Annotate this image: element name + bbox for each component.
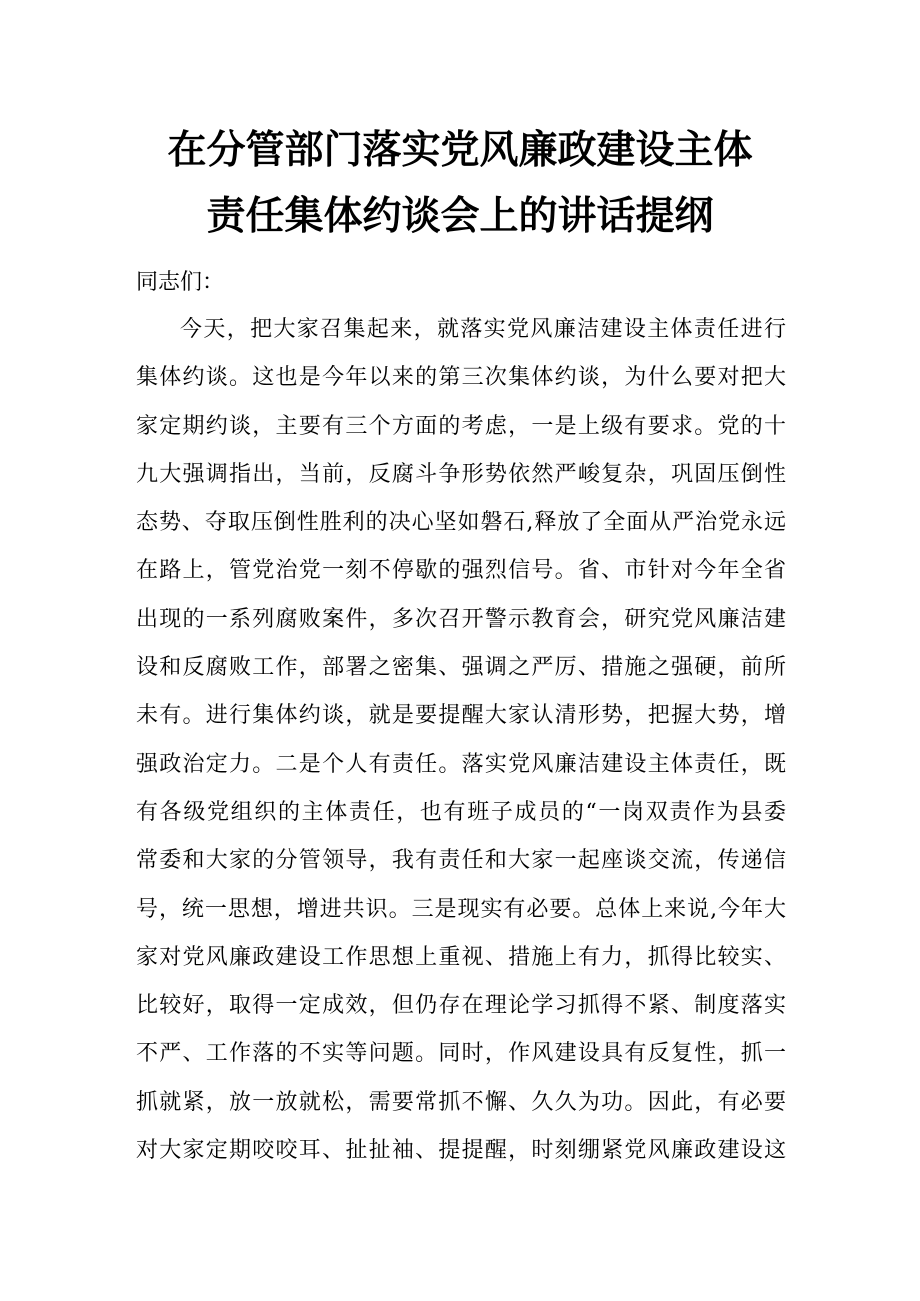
body-line: 出现的一系列腐败案件，多次召开警示教育会，研究党风廉洁建	[136, 606, 786, 632]
body-line: 有各级党组织的主体责任，也有班子成员的“一岗双责作为县委	[136, 799, 786, 825]
body-line: 设和反腐败工作，部署之密集、强调之严厉、措施之强硬，前所	[136, 655, 786, 681]
body-line: 家对党风廉政建设工作思想上重视、措施上有力，抓得比较实、	[136, 944, 786, 970]
body-line: 九大强调指出，当前，反腐斗争形势依然严峻复杂，巩固压倒性	[136, 461, 786, 487]
body-line: 未有。进行集体约谈，就是要提醒大家认清形势，把握大势，增	[136, 703, 786, 729]
body-line: 今天，把大家召集起来，就落实党风廉洁建设主体责任进行	[180, 317, 786, 342]
greeting: 同志们：	[136, 270, 225, 295]
body-line: 号，统一思想，增进共识。三是现实有必要。总体上来说,今年大	[136, 896, 786, 922]
body-line: 集体约谈。这也是今年以来的第三次集体约谈，为什么要对把大	[136, 365, 786, 391]
body-line: 比较好，取得一定成效，但仍存在理论学习抓得不紧、制度落实	[136, 993, 786, 1019]
body-paragraph	[136, 319, 786, 1188]
body-line: 不严、工作落的不实等问题。同时，作风建设具有反复性，抓一	[136, 1041, 786, 1067]
body-line: 家定期约谈，主要有三个方面的考虑，一是上级有要求。党的十	[136, 413, 786, 439]
document-title-line-2: 责任集体约谈会上的讲话提纲	[206, 194, 714, 239]
body-line: 强政治定力。二是个人有责任。落实党风廉洁建设主体责任，既	[136, 751, 786, 777]
body-line: 态势、夺取压倒性胜利的决心坚如磐石,释放了全面从严治党永远	[136, 510, 786, 536]
body-line: 抓就紧，放一放就松，需要常抓不懈、久久为功。因此，有必要	[136, 1089, 786, 1115]
body-line: 对大家定期咬咬耳、扯扯袖、提提醒，时刻绷紧党风廉政建设这	[136, 1138, 786, 1164]
body-line: 常委和大家的分管领导，我有责任和大家一起座谈交流，传递信	[136, 848, 786, 874]
body-line: 在路上，管党治党一刻不停歇的强烈信号。省、市针对今年全省	[136, 558, 786, 584]
document-title-line-1: 在分管部门落实党风廉政建设主体	[167, 128, 753, 173]
